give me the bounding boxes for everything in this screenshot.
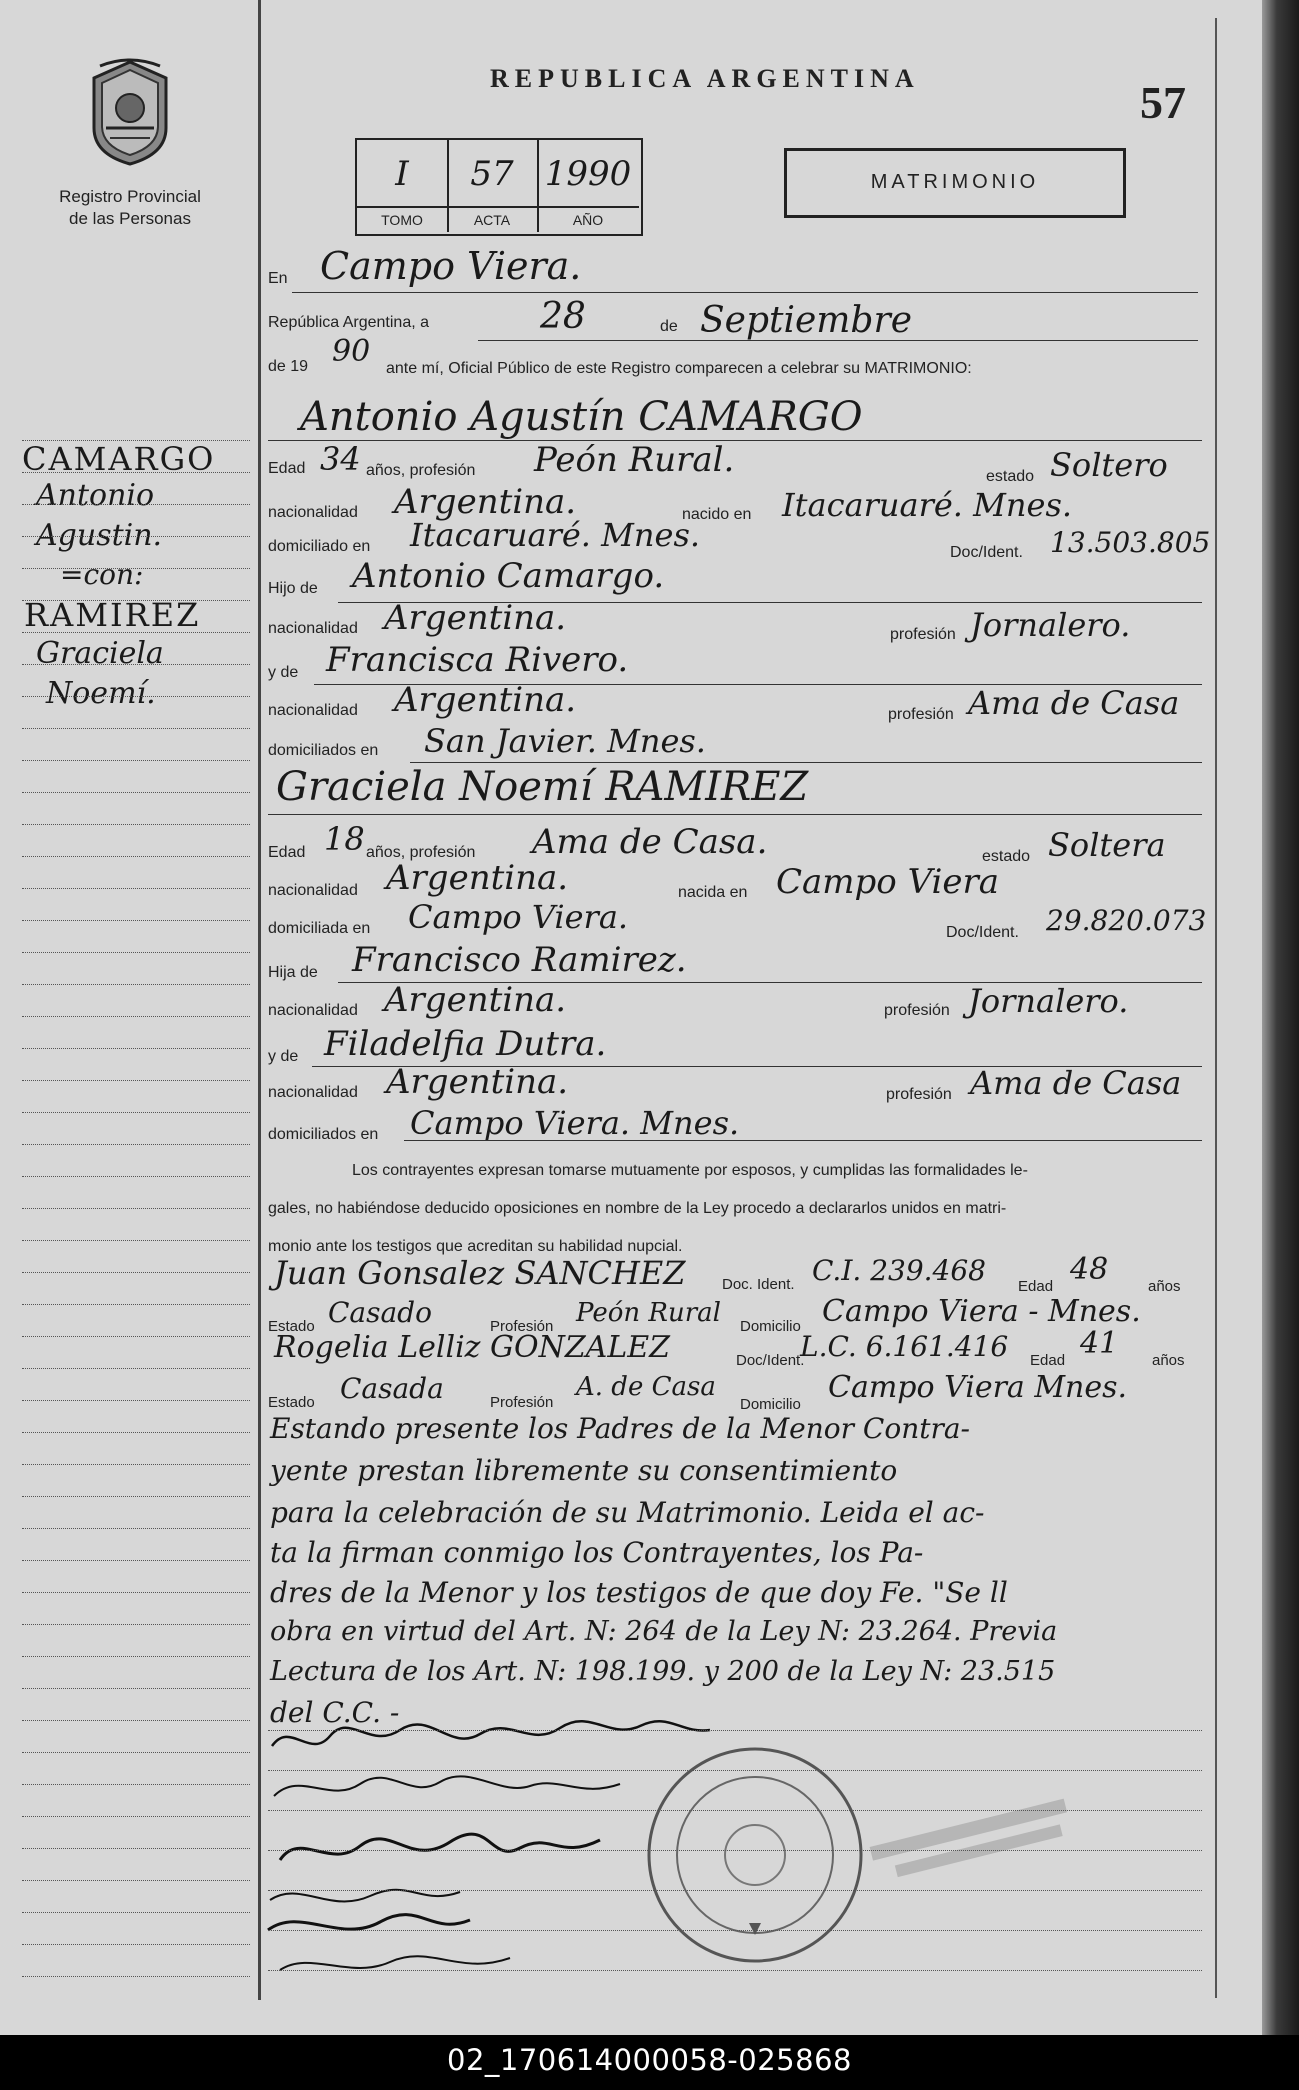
- margin-dotted-line: [22, 1528, 250, 1529]
- groom-father-nat-label: nacionalidad: [268, 620, 358, 637]
- signature-line: [268, 1810, 1202, 1811]
- groom-nacido-label: nacido en: [682, 506, 752, 523]
- page-number: 57: [1140, 77, 1186, 128]
- margin-dotted-line: [22, 1560, 250, 1561]
- groom-parents-domicile: San Javier. Mnes.: [424, 722, 706, 760]
- groom-estado-label: estado: [986, 468, 1035, 485]
- groom-name-underline: [268, 440, 1202, 441]
- margin-note-line2: Antonio: [36, 478, 155, 513]
- groom-domicilio-label: domiciliado en: [268, 538, 371, 555]
- margin-dotted-line: [22, 1656, 250, 1657]
- bride-civil-state: Soltera: [1048, 826, 1166, 864]
- bride-parents-dom-label: domiciliados en: [268, 1126, 379, 1143]
- footer-image-id: 02_170614000058-025868: [447, 2043, 852, 2077]
- margin-dotted-line: [22, 600, 250, 601]
- margin-dotted-line: [22, 1144, 250, 1145]
- margin-dotted-line: [22, 1048, 250, 1049]
- signature-line: [268, 1930, 1202, 1931]
- bride-domicile: Campo Viera.: [408, 898, 629, 936]
- margin-dotted-line: [22, 1016, 250, 1017]
- bride-nationality: Argentina.: [386, 858, 569, 898]
- signature-line: [268, 1970, 1202, 1971]
- witness2-domicilio-label: Domicilio: [740, 1396, 801, 1413]
- witness1-edad-label: Edad: [1018, 1278, 1054, 1295]
- bride-estado-label: estado: [982, 848, 1031, 865]
- bride-yde-label: y de: [268, 1048, 299, 1065]
- witness2-estado-label: Estado: [268, 1394, 315, 1411]
- witness1-civil-state: Casado: [328, 1296, 432, 1329]
- bride-father-profession: Jornalero.: [968, 982, 1129, 1020]
- groom-edad-label: Edad: [268, 460, 306, 477]
- witness2-profession: A. de Casa: [576, 1372, 716, 1402]
- bride-mother-nat-label: nacionalidad: [268, 1084, 358, 1101]
- republica-label: República Argentina, a: [268, 314, 429, 331]
- intro-text: ante mí, Oficial Público de este Registro comparecen a celebrar su MATRIMONIO:: [386, 360, 972, 377]
- witness1-age: 48: [1070, 1252, 1109, 1287]
- groom-domicile: Itacaruaré. Mnes.: [410, 516, 701, 554]
- margin-dotted-line: [22, 472, 250, 473]
- bride-profession: Ama de Casa.: [532, 822, 768, 862]
- notes-line8: del C.C. -: [270, 1696, 400, 1729]
- groom-yde-label: y de: [268, 664, 299, 681]
- bride-father-name: Francisco Ramirez.: [352, 940, 687, 980]
- margin-dotted-line: [22, 1080, 250, 1081]
- margin-dotted-line: [22, 1752, 250, 1753]
- ano-cell: [537, 140, 639, 232]
- margin-dotted-line: [22, 568, 250, 569]
- margin-dotted-line: [22, 504, 250, 505]
- notes-line2: yente prestan libremente su consentimiento: [270, 1454, 898, 1487]
- groom-father-prof-label: profesión: [890, 626, 956, 643]
- margin-dotted-line: [22, 1304, 250, 1305]
- groom-parents-dom-label: domiciliados en: [268, 742, 379, 759]
- margin-dotted-line: [22, 1976, 250, 1977]
- margin-dotted-line: [22, 1112, 250, 1113]
- witness1-estado-label: Estado: [268, 1318, 315, 1335]
- bride-nacida-label: nacida en: [678, 884, 748, 901]
- groom-father-nationality: Argentina.: [384, 598, 567, 638]
- margin-dotted-line: [22, 536, 250, 537]
- groom-profession: Peón Rural.: [534, 440, 735, 480]
- margin-dotted-line: [22, 1720, 250, 1721]
- bride-doc-label: Doc/Ident.: [946, 924, 1019, 941]
- groom-age: 34: [320, 440, 361, 478]
- registry-name: [30, 186, 230, 230]
- margin-dotted-line: [22, 1432, 250, 1433]
- tomo-cell: [357, 140, 449, 232]
- margin-dotted-line: [22, 1496, 250, 1497]
- margin-dotted-line: [22, 1816, 250, 1817]
- margin-dotted-line: [22, 1176, 250, 1177]
- place-underline: [292, 292, 1198, 293]
- bride-edad-label: Edad: [268, 844, 306, 861]
- country-title: REPUBLICA ARGENTINA: [490, 64, 920, 93]
- rectangular-stamp-icon: [860, 1790, 1100, 1880]
- document-type: MATRIMONIO: [870, 171, 1040, 193]
- declaration-line2: gales, no habiéndose deducido oposiciones en nombre de la Ley procedo a declararlos unidos en matri-: [268, 1200, 1007, 1217]
- groom-father-profession: Jornalero.: [970, 606, 1131, 644]
- signature-line: [268, 1890, 1202, 1891]
- witness1-domicile: Campo Viera - Mnes.: [822, 1294, 1141, 1329]
- notes-line4: ta la firman conmigo los Contrayentes, los Pa-: [270, 1536, 924, 1569]
- signature-line: [268, 1730, 1202, 1731]
- witness2-domicile: Campo Viera Mnes.: [828, 1370, 1128, 1405]
- groom-mother-profession: Ama de Casa: [968, 684, 1180, 722]
- witness1-doc-label: Doc. Ident.: [722, 1276, 795, 1293]
- registry-name-line1: Registro Provincial: [59, 187, 201, 206]
- acta-cell: [447, 140, 539, 232]
- margin-dotted-line: [22, 888, 250, 889]
- notes-line5: dres de la Menor y los testigos de que doy Fe. "Se ll: [270, 1576, 1008, 1609]
- year-prefix: de 19: [268, 358, 309, 375]
- margin-dotted-line: [22, 1688, 250, 1689]
- margin-dotted-line: [22, 696, 250, 697]
- signature-line: [268, 1850, 1202, 1851]
- bride-birthplace: Campo Viera: [776, 862, 1000, 902]
- groom-mother-nationality: Argentina.: [394, 680, 577, 720]
- groom-doc-number: 13.503.805: [1050, 526, 1211, 559]
- groom-mother-nat-label: nacionalidad: [268, 702, 358, 719]
- bride-nacionalidad-label: nacionalidad: [268, 882, 358, 899]
- year-suffix: 90: [332, 334, 371, 369]
- witness2-civil-state: Casada: [340, 1372, 444, 1405]
- witness1-profesion-label: Profesión: [490, 1318, 554, 1335]
- witness2-profesion-label: Profesión: [490, 1394, 554, 1411]
- witness2-doc-number: L.C. 6.161.416: [800, 1330, 1009, 1363]
- witness2-edad-label: Edad: [1030, 1352, 1066, 1369]
- witness1-anos-label: años: [1148, 1278, 1181, 1295]
- notes-line7: Lectura de los Art. N: 198.199. y 200 de la Ley N: 23.515: [270, 1656, 1056, 1687]
- bride-full-name: Graciela Noemí RAMIREZ: [276, 764, 809, 810]
- bride-father-nat-label: nacionalidad: [268, 1002, 358, 1019]
- witness2-name: Rogelia Lelliz GONZALEZ: [274, 1330, 671, 1365]
- margin-dotted-line: [22, 984, 250, 985]
- day-value: 28: [540, 296, 586, 337]
- margin-note-line1: CAMARGO: [22, 440, 216, 478]
- ano-label: AÑO: [537, 206, 639, 228]
- bride-name-underline: [268, 814, 1202, 815]
- ano-value: 1990: [544, 154, 632, 194]
- margin-note-line5: RAMIREZ: [24, 596, 201, 634]
- bride-hija-label: Hija de: [268, 964, 318, 981]
- month-value: Septiembre: [700, 300, 912, 341]
- margin-dotted-line: [22, 824, 250, 825]
- en-label: En: [268, 270, 288, 287]
- witness2-anos-label: años: [1152, 1352, 1185, 1369]
- bride-mother-name: Filadelfia Dutra.: [324, 1024, 607, 1064]
- witness1-domicilio-label: Domicilio: [740, 1318, 801, 1335]
- margin-dotted-line: [22, 952, 250, 953]
- registry-seal-icon: [86, 58, 174, 168]
- margin-dotted-line: [22, 1368, 250, 1369]
- right-border-line: [1215, 18, 1217, 1998]
- bride-domicilio-label: domiciliada en: [268, 920, 371, 937]
- groom-parents-underline: [410, 762, 1202, 763]
- bride-profesion-label: años, profesión: [366, 844, 476, 861]
- bride-doc-number: 29.820.073: [1046, 904, 1207, 937]
- tomo-value: I: [395, 154, 409, 194]
- date-underline: [478, 340, 1198, 341]
- official-stamp-icon: [640, 1740, 870, 1970]
- witness1-doc-number: C.I. 239.468: [812, 1254, 986, 1287]
- bride-father-prof-label: profesión: [884, 1002, 950, 1019]
- margin-dotted-line: [22, 632, 250, 633]
- groom-nationality: Argentina.: [394, 482, 577, 522]
- margin-note-line7: Noemí.: [46, 676, 156, 711]
- notes-line1: Estando presente los Padres de la Menor Contra-: [270, 1412, 971, 1445]
- margin-dotted-line: [22, 664, 250, 665]
- de-label: de: [660, 318, 678, 335]
- groom-civil-state: Soltero: [1050, 446, 1168, 484]
- book-binding-edge: [1262, 0, 1299, 2035]
- bride-mother-nationality: Argentina.: [386, 1062, 569, 1102]
- margin-dotted-line: [22, 1624, 250, 1625]
- margin-dotted-line: [22, 440, 250, 441]
- notes-line6: obra en virtud del Art. N: 264 de la Ley N: 23.264. Previa: [270, 1616, 1058, 1647]
- groom-mother-prof-label: profesión: [888, 706, 954, 723]
- bride-father-nationality: Argentina.: [384, 980, 567, 1020]
- groom-father-name: Antonio Camargo.: [352, 556, 665, 596]
- bride-parents-underline: [404, 1140, 1202, 1141]
- declaration-line1: Los contrayentes expresan tomarse mutuamente por esposos, y cumplidas las formalidades le-: [352, 1162, 1028, 1179]
- margin-dotted-line: [22, 1208, 250, 1209]
- document-type-box: [784, 148, 1126, 218]
- margin-dotted-line: [22, 1880, 250, 1881]
- witness1-name: Juan Gonsalez SANCHEZ: [274, 1254, 686, 1292]
- margin-dotted-line: [22, 1848, 250, 1849]
- bride-parents-domicile: Campo Viera. Mnes.: [410, 1104, 740, 1142]
- witness1-profession: Peón Rural: [576, 1298, 721, 1328]
- margin-dotted-line: [22, 1912, 250, 1913]
- groom-nacionalidad-label: nacionalidad: [268, 504, 358, 521]
- margin-dotted-line: [22, 1464, 250, 1465]
- groom-birthplace: Itacaruaré. Mnes.: [782, 486, 1073, 524]
- margin-dotted-line: [22, 1400, 250, 1401]
- margin-dotted-line: [22, 1944, 250, 1945]
- acta-label: ACTA: [447, 206, 537, 228]
- margin-dotted-line: [22, 792, 250, 793]
- bride-mother-prof-label: profesión: [886, 1086, 952, 1103]
- declaration-line3: monio ante los testigos que acreditan su habilidad nupcial.: [268, 1238, 683, 1255]
- margin-dotted-line: [22, 1336, 250, 1337]
- bride-mother-profession: Ama de Casa: [970, 1064, 1182, 1102]
- margin-note-line4: =con:: [60, 558, 144, 591]
- groom-hijo-label: Hijo de: [268, 580, 318, 597]
- margin-note-line3: Agustin.: [36, 518, 163, 553]
- notes-line3: para la celebración de su Matrimonio. Leida el ac-: [270, 1496, 985, 1529]
- margin-dotted-line: [22, 728, 250, 729]
- margin-dotted-line: [22, 1272, 250, 1273]
- witness2-doc-label: Doc/Ident.: [736, 1352, 805, 1369]
- margin-dotted-line: [22, 1240, 250, 1241]
- tomo-label: TOMO: [357, 206, 447, 228]
- reference-box: [355, 138, 643, 236]
- bride-age: 18: [324, 820, 365, 858]
- signature-line: [268, 1770, 1202, 1771]
- margin-dotted-line: [22, 920, 250, 921]
- place-value: Campo Viera.: [320, 244, 582, 288]
- groom-profesion-label: años, profesión: [366, 462, 476, 479]
- margin-dotted-line: [22, 760, 250, 761]
- groom-doc-label: Doc/Ident.: [950, 544, 1023, 561]
- margin-note-line6: Graciela: [36, 636, 164, 671]
- margin-dotted-line: [22, 1592, 250, 1593]
- witness2-age: 41: [1080, 1326, 1119, 1361]
- margin-dotted-line: [22, 856, 250, 857]
- registry-name-line2: de las Personas: [69, 209, 191, 228]
- groom-full-name: Antonio Agustín CAMARGO: [300, 394, 863, 440]
- groom-mother-name: Francisca Rivero.: [326, 640, 629, 680]
- acta-value: 57: [470, 154, 514, 194]
- margin-dotted-line: [22, 1784, 250, 1785]
